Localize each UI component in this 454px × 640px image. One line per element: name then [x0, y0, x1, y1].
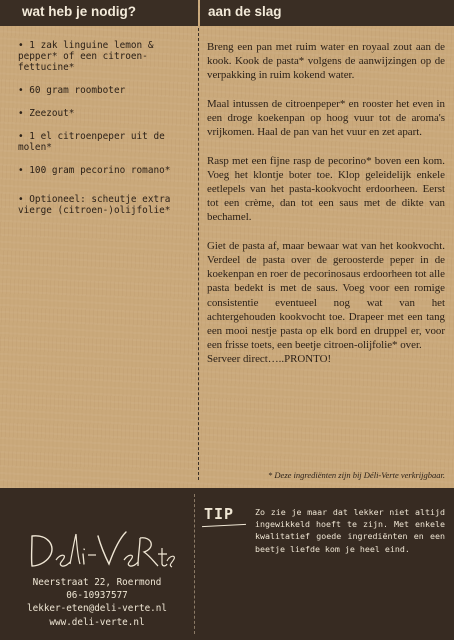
step-paragraph: Giet de pasta af, maar bewaar wat van het kookvocht. Verdeel de pasta over de geroosterde peper in de koekenpan en roer de pecorinosaus erdoorheen tot alle pasta bedekt is met de saus. Voeg voor een romige consistentie eventueel nog wat van het achtergehouden kookvocht toe. Drapeer met een tang een mooi nestje pasta op elk bord en druppel er, voor een frisse toets, een beetje citroen-olijfolie* over. — [207, 239, 445, 352]
ingredient-item: • 1 zak linguine lemon & pepper* of een citroen-fettucine* — [18, 40, 154, 73]
deli-verte-logo — [26, 524, 176, 570]
email-link[interactable]: lekker-eten@deli-verte.nl — [27, 603, 167, 615]
ingredient-item: • 60 gram roomboter — [18, 85, 126, 96]
ingredient-item: • 1 el citroenpeper uit de molen* — [18, 131, 165, 153]
ingredient-item: • 100 gram pecorino romano* — [18, 165, 171, 176]
tip-text: Zo zie je maar dat lekker niet altijd ingewikkeld hoeft te zijn. Met enkele kwalitatief goede ingrediënten en een beetje liefde kom je heel eind. — [255, 507, 445, 554]
tip-label: TIP — [204, 505, 235, 523]
column-divider — [198, 28, 199, 480]
contact-block — [0, 576, 194, 629]
availability-footnote: * Deze ingrediënten zijn bij Déli-Verte verkrijgbaar. — [268, 470, 445, 480]
ingredients-header: wat heb je nodig? — [0, 0, 198, 26]
ingredient-item: • Zeezout* — [18, 108, 75, 119]
step-paragraph: Rasp met een fijne rasp de pecorino* boven een kom. Voeg het klontje boter toe. Klop geleidelijk enkele eetlepels van het pasta-kookvocht erdoorheen. Eerst tot een crème, dan tot een saus met de dikte van bechamel. — [207, 154, 445, 224]
ingredient-list — [18, 40, 194, 228]
ingredient-item-optional: • Optioneel: scheutje extra vierge (citroen-)olijfolie* — [18, 194, 171, 216]
step-paragraph: Breng een pan met ruim water en royaal zout aan de kook. Kook de pasta* volgens de aanwijzingen op de verpakking in ruim kokend water. — [207, 41, 445, 82]
phone: 06-10937577 — [66, 590, 128, 602]
serve-line: Serveer direct…..PRONTO! — [207, 353, 332, 366]
method-header: aan de slag — [200, 0, 454, 26]
step-paragraph: Maal intussen de citroenpeper* en rooster het even in een droge koekenpan op hoog vuur tot de aroma's vrijkomen. Haal de pan van het vuur en zet apart. — [207, 97, 445, 139]
address: Neerstraat 22, Roermond — [32, 577, 162, 588]
footer-divider — [194, 494, 195, 634]
website-link[interactable]: www.deli-verte.nl — [49, 616, 145, 628]
method-steps — [207, 40, 445, 367]
